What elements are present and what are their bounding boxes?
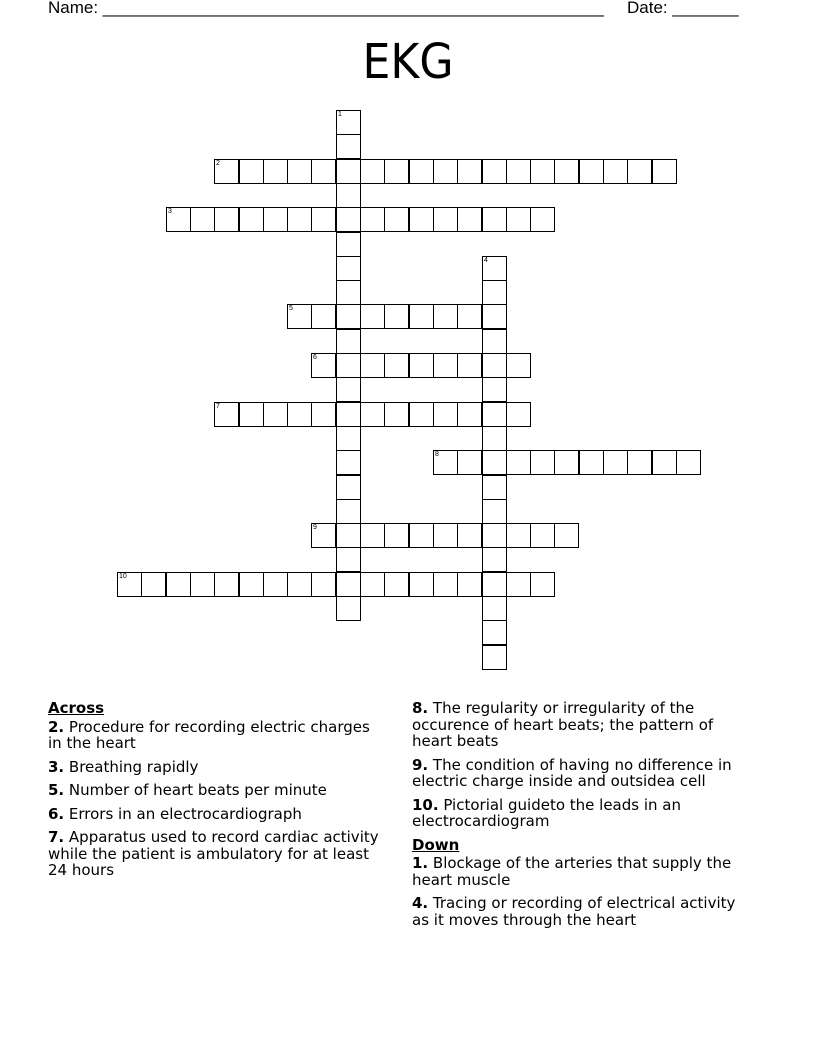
clue-number: 8 (435, 451, 439, 458)
grid-cell[interactable] (360, 572, 385, 597)
down-clue (412, 895, 757, 928)
grid-cell[interactable] (530, 207, 555, 232)
grid-cell[interactable] (506, 572, 531, 597)
across-clues (48, 700, 388, 886)
grid-cell[interactable] (287, 304, 312, 329)
down-clue-list (412, 855, 757, 928)
grid-cell[interactable] (409, 207, 434, 232)
grid-cell[interactable] (360, 402, 385, 427)
clue-text: Apparatus used to record cardiac activity while the patient is ambulatory for at least 24 hours (48, 828, 379, 879)
grid-cell[interactable] (166, 207, 191, 232)
grid-cell[interactable] (482, 426, 507, 451)
grid-cell[interactable] (239, 572, 264, 597)
grid-cell[interactable] (336, 256, 361, 281)
grid-cell[interactable] (214, 207, 239, 232)
grid-cell[interactable] (482, 499, 507, 524)
grid-cell[interactable] (482, 377, 507, 402)
grid-cell[interactable] (433, 402, 458, 427)
grid-cell[interactable] (433, 159, 458, 184)
grid-cell[interactable] (336, 402, 361, 427)
clue-number: 8. (412, 699, 429, 717)
grid-cell[interactable] (311, 353, 336, 378)
grid-cell[interactable] (360, 304, 385, 329)
clue-number: 7 (216, 403, 220, 410)
grid-cell[interactable] (336, 547, 361, 572)
grid-cell[interactable] (409, 523, 434, 548)
grid-cell[interactable] (554, 523, 579, 548)
clue-number: 7. (48, 828, 65, 846)
clue-number: 10. (412, 795, 439, 814)
grid-cell[interactable] (457, 402, 482, 427)
grid-cell[interactable] (482, 620, 507, 645)
grid-cell[interactable] (579, 450, 604, 475)
clue-number: 4. (412, 894, 429, 912)
clue-number: 1. (412, 854, 429, 872)
grid-cell[interactable] (506, 207, 531, 232)
grid-cell[interactable] (384, 207, 409, 232)
grid-cell[interactable] (360, 159, 385, 184)
clue-text: Procedure for recording electric charges in the heart (48, 717, 370, 752)
grid-cell[interactable] (409, 402, 434, 427)
grid-cell[interactable] (433, 304, 458, 329)
grid-cell[interactable] (530, 159, 555, 184)
grid-cell[interactable] (311, 159, 336, 184)
clue-text: Errors in an electrocardiograph (64, 804, 302, 823)
clue-text: Pictorial guideto the leads in an electrocardiogram (412, 795, 681, 830)
grid-cell[interactable] (336, 572, 361, 597)
grid-cell[interactable] (311, 207, 336, 232)
grid-cell[interactable] (360, 207, 385, 232)
clue-text: Number of heart beats per minute (64, 781, 327, 799)
clue-number: 6. (48, 804, 65, 823)
grid-cell[interactable] (482, 645, 507, 670)
grid-cell[interactable] (117, 572, 142, 597)
grid-cell[interactable] (506, 523, 531, 548)
grid-cell[interactable] (263, 402, 288, 427)
grid-cell[interactable] (506, 159, 531, 184)
grid-cell[interactable] (287, 402, 312, 427)
grid-cell[interactable] (336, 304, 361, 329)
down-heading: Down (412, 835, 460, 854)
grid-cell[interactable] (336, 232, 361, 257)
grid-cell[interactable] (457, 523, 482, 548)
grid-cell[interactable] (482, 256, 507, 281)
grid-cell[interactable] (457, 304, 482, 329)
grid-cell[interactable] (603, 159, 628, 184)
clue-number: 3. (48, 757, 65, 776)
grid-cell[interactable] (554, 159, 579, 184)
grid-cell[interactable] (652, 159, 677, 184)
across-clue (48, 719, 388, 752)
grid-cell[interactable] (506, 402, 531, 427)
grid-cell[interactable] (506, 353, 531, 378)
clue-text: Breathing rapidly (64, 757, 199, 776)
grid-cell[interactable] (214, 572, 239, 597)
grid-cell[interactable] (433, 523, 458, 548)
grid-cell[interactable] (482, 523, 507, 548)
grid-cell[interactable] (506, 450, 531, 475)
grid-cell[interactable] (433, 450, 458, 475)
grid-cell[interactable] (214, 402, 239, 427)
grid-cell[interactable] (239, 159, 264, 184)
clue-number: 4 (484, 257, 488, 264)
grid-cell[interactable] (433, 207, 458, 232)
name-field-label: Name: _____________________________________________________ (48, 0, 604, 17)
grid-cell[interactable] (579, 159, 604, 184)
puzzle-title: EKG (362, 34, 454, 90)
grid-cell[interactable] (336, 329, 361, 354)
grid-cell[interactable] (336, 426, 361, 451)
clue-text: The regularity or irregularity of the occurence of heart beats; the pattern of heart beats (412, 699, 714, 750)
grid-cell[interactable] (336, 499, 361, 524)
grid-cell[interactable] (409, 159, 434, 184)
down-clue (412, 855, 757, 888)
grid-cell[interactable] (336, 353, 361, 378)
grid-cell[interactable] (384, 159, 409, 184)
clue-number: 5. (48, 781, 65, 799)
clue-number: 2 (216, 160, 220, 167)
grid-cell[interactable] (287, 159, 312, 184)
grid-cell[interactable] (336, 475, 361, 500)
grid-cell[interactable] (166, 572, 191, 597)
grid-cell[interactable] (482, 304, 507, 329)
grid-cell[interactable] (311, 572, 336, 597)
grid-cell[interactable] (482, 159, 507, 184)
grid-cell[interactable] (482, 402, 507, 427)
grid-cell[interactable] (336, 110, 361, 135)
grid-cell[interactable] (603, 450, 628, 475)
grid-cell[interactable] (360, 353, 385, 378)
across-heading: Across (48, 699, 105, 717)
grid-cell[interactable] (214, 159, 239, 184)
right-clue-column (412, 700, 757, 935)
across-clue-list (48, 719, 388, 879)
grid-cell[interactable] (627, 450, 652, 475)
clue-number: 9. (412, 755, 429, 774)
grid-cell[interactable] (336, 159, 361, 184)
grid-cell[interactable] (482, 207, 507, 232)
grid-cell[interactable] (384, 304, 409, 329)
across-clue (412, 700, 757, 750)
grid-cell[interactable] (482, 280, 507, 305)
grid-cell[interactable] (336, 596, 361, 621)
grid-cell[interactable] (263, 159, 288, 184)
grid-cell[interactable] (530, 450, 555, 475)
clue-number: 9 (313, 524, 317, 531)
grid-cell[interactable] (190, 572, 215, 597)
clue-text: The condition of having no difference in electric charge inside and outsidea cell (412, 755, 732, 790)
grid-cell[interactable] (384, 572, 409, 597)
clue-number: 2. (48, 717, 65, 736)
grid-cell[interactable] (652, 450, 677, 475)
grid-cell[interactable] (336, 523, 361, 548)
grid-cell[interactable] (263, 572, 288, 597)
grid-cell[interactable] (482, 475, 507, 500)
across-clue (48, 782, 388, 799)
grid-cell[interactable] (554, 450, 579, 475)
grid-cell[interactable] (384, 402, 409, 427)
clue-number: 1 (338, 111, 342, 118)
grid-cell[interactable] (482, 572, 507, 597)
grid-cell[interactable] (482, 353, 507, 378)
grid-cell[interactable] (409, 353, 434, 378)
grid-cell[interactable] (287, 207, 312, 232)
across-clue (48, 806, 388, 823)
across-clue (412, 757, 757, 790)
grid-cell[interactable] (457, 353, 482, 378)
across-clue (48, 759, 388, 776)
clue-number: 5 (289, 305, 293, 312)
clue-number: 6 (313, 354, 317, 361)
clue-text: Blockage of the arteries that supply the heart muscle (412, 854, 732, 889)
grid-cell[interactable] (530, 572, 555, 597)
grid-cell[interactable] (482, 450, 507, 475)
grid-cell[interactable] (384, 353, 409, 378)
grid-cell[interactable] (263, 207, 288, 232)
grid-cell[interactable] (336, 377, 361, 402)
grid-cell[interactable] (311, 523, 336, 548)
grid-cell[interactable] (530, 523, 555, 548)
grid-cell[interactable] (482, 547, 507, 572)
grid-cell[interactable] (360, 523, 385, 548)
grid-cell[interactable] (141, 572, 166, 597)
clue-number: 3 (168, 208, 172, 215)
grid-cell[interactable] (457, 572, 482, 597)
grid-cell[interactable] (336, 134, 361, 159)
clue-number: 10 (119, 573, 127, 580)
grid-cell[interactable] (287, 572, 312, 597)
grid-cell[interactable] (190, 207, 215, 232)
grid-cell[interactable] (676, 450, 701, 475)
across-clue (412, 797, 757, 830)
across-clue (48, 829, 388, 879)
grid-cell[interactable] (627, 159, 652, 184)
date-field-label: Date: _______ (627, 0, 739, 17)
grid-cell[interactable] (239, 207, 264, 232)
grid-cell[interactable] (336, 280, 361, 305)
grid-cell[interactable] (457, 159, 482, 184)
grid-cell[interactable] (457, 450, 482, 475)
grid-cell[interactable] (433, 572, 458, 597)
grid-cell[interactable] (433, 353, 458, 378)
grid-cell[interactable] (239, 402, 264, 427)
grid-cell[interactable] (336, 450, 361, 475)
grid-cell[interactable] (336, 183, 361, 208)
clue-text: Tracing or recording of electrical activity as it moves through the heart (412, 894, 736, 929)
grid-cell[interactable] (482, 329, 507, 354)
across-clue-list-continued (412, 700, 757, 830)
grid-cell[interactable] (311, 304, 336, 329)
grid-cell[interactable] (409, 304, 434, 329)
grid-cell[interactable] (384, 523, 409, 548)
grid-cell[interactable] (311, 402, 336, 427)
grid-cell[interactable] (457, 207, 482, 232)
grid-cell[interactable] (336, 207, 361, 232)
grid-cell[interactable] (409, 572, 434, 597)
grid-cell[interactable] (482, 596, 507, 621)
